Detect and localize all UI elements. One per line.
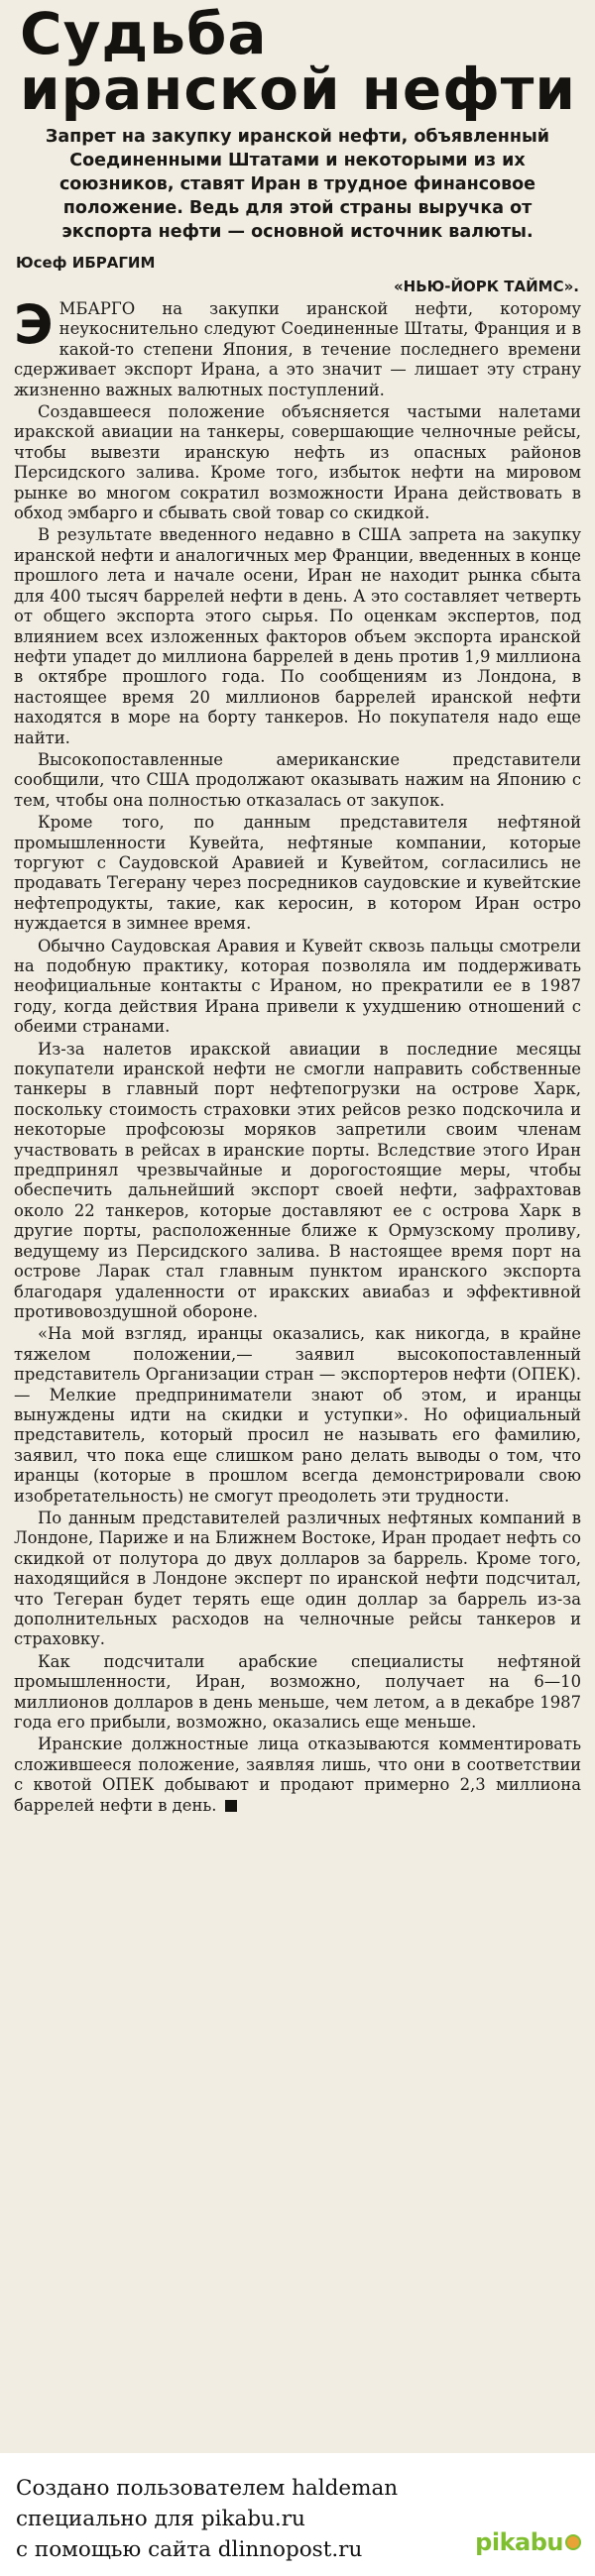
pikabu-logo-icon bbox=[565, 2534, 581, 2550]
article-paragraph: Кроме того, по данным представителя нефтяной промышленности Кувейта, нефтяные компании, которые торгуют с Саудовской Аравией и Кувейтом, согласились не продавать Тегерану через посредников саудовские и кувейтские нефтепродукты, такие, как керосин, в котором Иран остро нуждается в зимнее время. bbox=[14, 813, 581, 934]
article-paragraph: Создавшееся положение объясняется частыми налетами иракской авиации на танкеры, совершающие челночные рейсы, чтобы вывезти иранскую нефть из опасных районов Персидского залива. Кроме того, избыток нефти на мировом рынке во многом сократил возможности Ирана действовать в обход эмбарго и сбывать свой товар со скидкой. bbox=[14, 402, 581, 523]
credit-author-line: Создано пользователем haldeman bbox=[16, 2476, 399, 2501]
article-paragraph-last bbox=[14, 1735, 581, 1816]
article-body bbox=[14, 293, 581, 1816]
credit-tool-line[interactable]: с помощью сайта dlinnopost.ru bbox=[16, 2537, 363, 2562]
article-paragraph-first bbox=[14, 293, 581, 400]
article-paragraph: Высокопоставленные американские представители сообщили, что США продолжают оказывать нажим на Японию с тем, чтобы она полностью отказалась от закупок. bbox=[14, 749, 581, 810]
last-paragraph-text: Иранские должностные лица отказываются комментировать сложившееся положение, заявляя лишь, что они в соответствии с квотой ОПЕК добывают и продают примерно 2,3 миллиона баррелей нефти в день. bbox=[14, 1735, 581, 1815]
author-name: Юсеф ИБРАГИМ bbox=[16, 254, 156, 272]
credit-site-line: специально для pikabu.ru bbox=[16, 2507, 305, 2531]
headline-line-1: Судьба bbox=[20, 0, 268, 67]
first-paragraph-text: МБАРГО на закупки иранской нефти, которому неукоснительно следуют Соединенные Штаты, Франция и в какой-то степени Япония, в течение последнего времени сдерживает экспорт Ирана, а это значит — лишает эту страну жизненно важных валютных поступлений. bbox=[14, 299, 581, 399]
source-name: «НЬЮ-ЙОРК ТАЙМС». bbox=[393, 278, 579, 295]
byline bbox=[14, 254, 581, 272]
article-paragraph: По данным представителей различных нефтяных компаний в Лондоне, Париже и на Ближнем Востоке, Иран продает нефть со скидкой от полутора до двух долларов за баррель. Кроме того, находящийся в Лондоне эксперт по иранской нефти подсчитал, что Тегеран будет терять еще один доллар за баррель из-за дополнительных расходов на челночные рейсы танкеров и страховку. bbox=[14, 1508, 581, 1649]
article-paragraph: Как подсчитали арабские специалисты нефтяной промышленности, Иран, возможно, получает на 6—10 миллионов долларов в день меньше, чем летом, а в декабре 1987 года его прибыли, возможно, оказались еще меньше. bbox=[14, 1651, 581, 1733]
lead-paragraph: Запрет на закупку иранской нефти, объявленный Соединенными Штатами и некоторыми из их союзников, ставят Иран в трудное финансовое положение. Ведь для этой страны выручка от экспорта нефти — основной источник валюты. bbox=[45, 127, 550, 242]
article-paragraph: Из-за налетов иракской авиации в последние месяцы покупатели иранской нефти не смогли направить собственные танкеры в главный порт нефтепогрузки на острове Харк, поскольку стоимость страховки этих рейсов резко подскочила и некоторые профсоюзы моряков запретили своим членам участвовать в рейсах в иранские порты. Вследствие этого Иран предпринял чрезвычайные и дорогостоящие меры, чтобы обеспечить дальнейший экспорт своей нефти, зафрахтовав около 22 танкеров, которые доставляют ее с острова Харк в другие порты, расположенные ближе к Ормузскому проливу, ведущему из Персидского залива. В настоящее время порт на острове Ларак стал главным пунктом иранского экспорта благодаря удаленности от иракских авиабаз и эффективной противовоздушной обороне. bbox=[14, 1039, 581, 1321]
end-of-article-mark bbox=[225, 1800, 237, 1812]
headline-line-2: иранской нефти bbox=[20, 56, 577, 123]
article-paragraph: «На мой взгляд, иранцы оказались, как никогда, в крайне тяжелом положении,— заявил высокопоставленный представитель Организации стран — экспортеров нефти (ОПЕК).— Мелкие предприниматели знают об этом, и иранцы вынуждены идти на скидки и уступки». Но официальный представитель, который просил не называть его фамилию, заявил, что пока еще слишком рано делать выводы о том, что иранцы (которые в прошлом всегда демонстрировали свою изобретательность) не смогут преодолеть эти трудности. bbox=[14, 1324, 581, 1506]
drop-cap: Э bbox=[14, 293, 54, 356]
article-paragraph: Обычно Саудовская Аравия и Кувейт сквозь пальцы смотрели на подобную практику, которая позволяла им поддерживать неофициальные контакты с Ираном, но прекратили ее в 1987 году, когда действия Ирана привели к ухудшению отношений с обеими странами. bbox=[14, 936, 581, 1037]
pikabu-logo[interactable] bbox=[475, 2526, 581, 2558]
article-paragraph: В результате введенного недавно в США запрета на закупку иранской нефти и аналогичных мер Франции, введенных в конце прошлого лета и начале осени, Иран не находит рынка сбыта для 400 тысяч баррелей нефти в день. А это составляет четверть от общего экспорта этого сырья. По оценкам экспертов, под влиянием всех изложенных факторов объем экспорта иранской нефти упадет до миллиона баррелей в день против 1,9 миллиона в октябре прошлого года. По сообщениям из Лондона, в настоящее время 20 миллионов баррелей иранской нефти находятся в море на борту танкеров. Но покупателя надо еще найти. bbox=[14, 525, 581, 747]
pikabu-logo-text: pikabu bbox=[475, 2528, 563, 2556]
headline bbox=[20, 0, 581, 123]
credit-footer bbox=[0, 2453, 595, 2576]
